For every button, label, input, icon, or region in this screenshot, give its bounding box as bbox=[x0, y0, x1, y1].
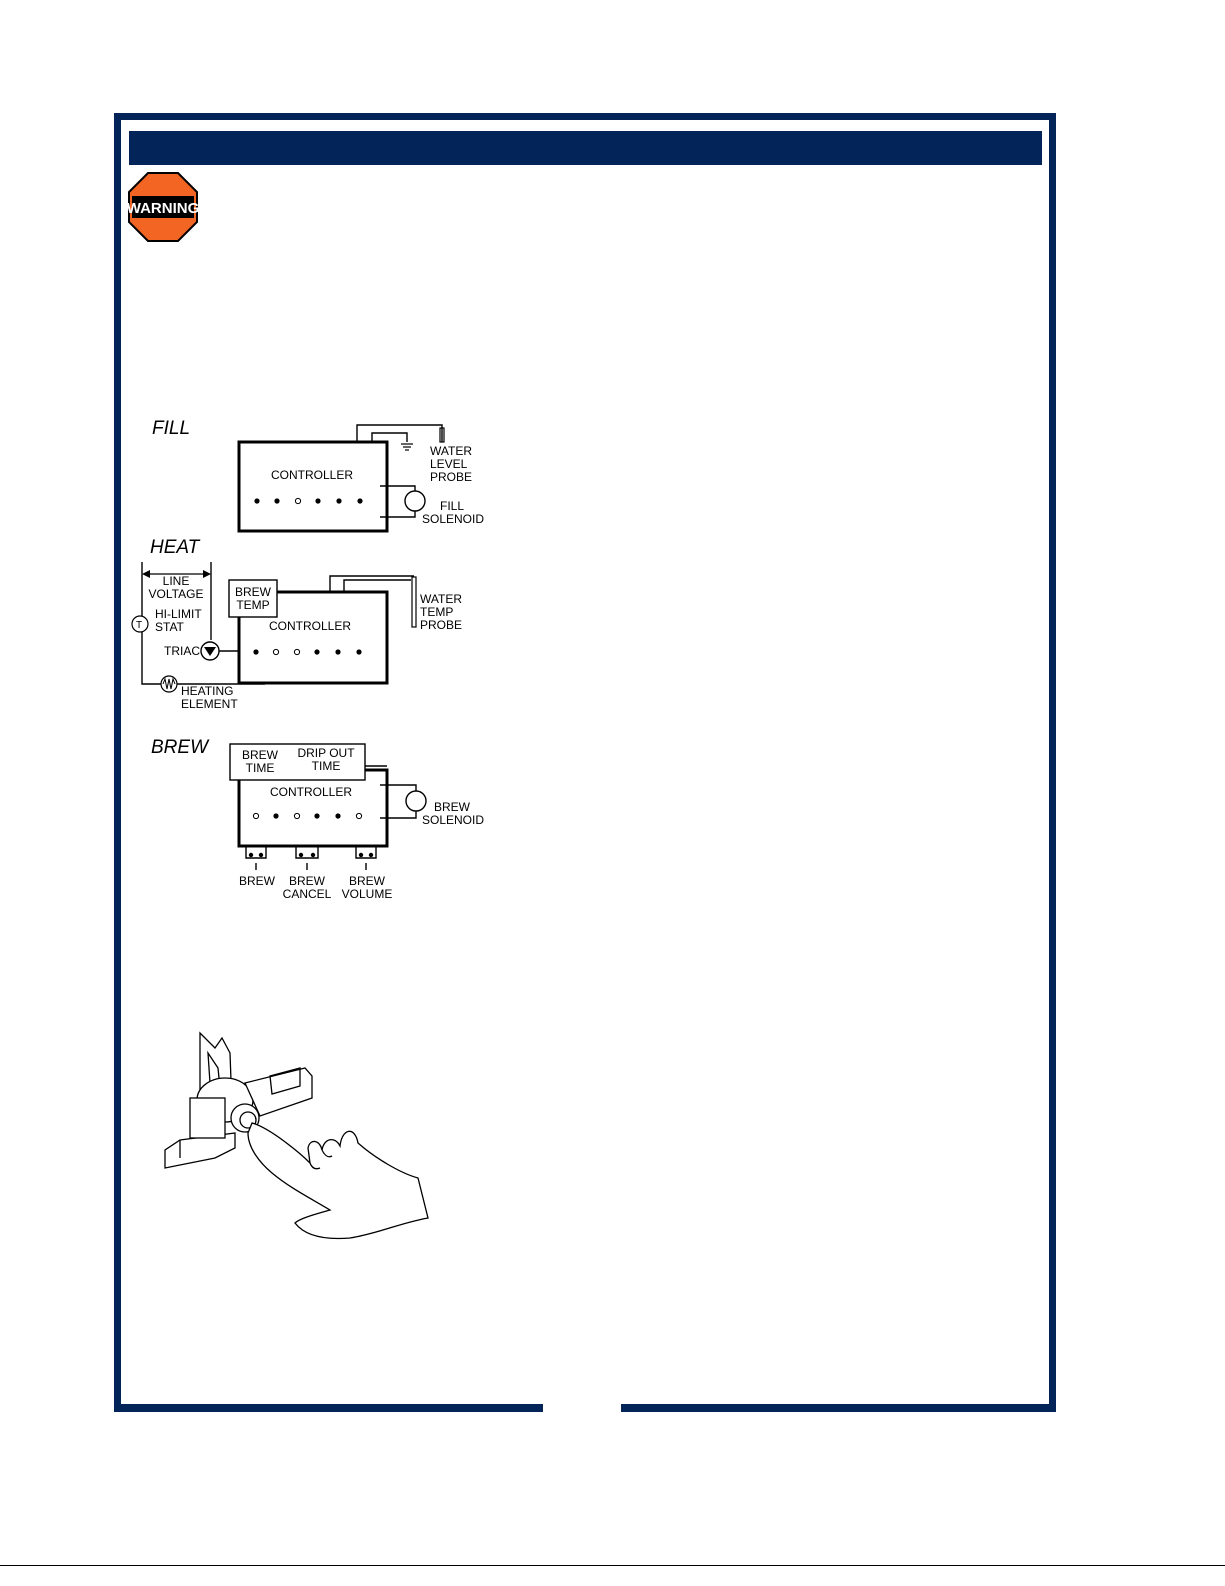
svg-text:BREW: BREW bbox=[349, 874, 385, 888]
brew-time-label bbox=[242, 748, 279, 775]
heat-controller-label: CONTROLLER bbox=[268, 619, 352, 633]
line-voltage-label bbox=[149, 574, 204, 601]
svg-text:PROBE: PROBE bbox=[430, 470, 473, 484]
heating-element-label bbox=[181, 684, 238, 711]
svg-text:DRIP OUT: DRIP OUT bbox=[297, 746, 355, 760]
svg-text:VOLUME: VOLUME bbox=[341, 887, 393, 901]
water-temp-probe-label bbox=[420, 592, 462, 632]
brew-temp-label bbox=[235, 585, 272, 612]
bottom-rule-right bbox=[621, 1404, 1056, 1410]
page-edge bbox=[0, 1565, 1225, 1586]
svg-text:VOLTAGE: VOLTAGE bbox=[148, 587, 204, 601]
brew-cancel-button-label bbox=[283, 874, 332, 901]
fill-solenoid-label bbox=[422, 499, 484, 526]
triac-label: TRIAC bbox=[164, 644, 200, 658]
svg-text:TEMP: TEMP bbox=[420, 605, 454, 619]
page-number-gap bbox=[543, 1400, 621, 1416]
svg-text:HEATING: HEATING bbox=[181, 684, 234, 698]
svg-text:WATER: WATER bbox=[430, 444, 472, 458]
svg-text:STAT: STAT bbox=[155, 620, 184, 634]
svg-text:LINE: LINE bbox=[162, 574, 190, 588]
brew-solenoid-label bbox=[422, 800, 484, 827]
brew-button-label: BREW bbox=[239, 874, 275, 888]
svg-text:BREW: BREW bbox=[289, 874, 325, 888]
brew-controller-label: CONTROLLER bbox=[269, 785, 353, 799]
fill-section-label: FILL bbox=[152, 418, 191, 439]
controller-wiring-diagram bbox=[120, 400, 520, 920]
svg-text:WATER: WATER bbox=[420, 592, 462, 606]
hi-limit-stat-label bbox=[155, 607, 202, 634]
brew-switches bbox=[246, 846, 376, 870]
fill-led-row bbox=[254, 498, 362, 503]
svg-text:LEVEL: LEVEL bbox=[430, 457, 468, 471]
svg-text:FILL: FILL bbox=[440, 499, 465, 513]
svg-text:CANCEL: CANCEL bbox=[282, 887, 332, 901]
svg-text:SOLENOID: SOLENOID bbox=[422, 813, 485, 827]
svg-text:T: T bbox=[136, 620, 143, 631]
warning-label: WARNING bbox=[128, 200, 198, 217]
hand-pressing-switch-illustration bbox=[160, 1028, 450, 1248]
bottom-rule-left bbox=[114, 1404, 543, 1410]
brew-led-row bbox=[253, 813, 361, 818]
warning-sign-icon bbox=[128, 172, 198, 242]
water-level-probe-label bbox=[430, 444, 472, 484]
svg-text:BREW: BREW bbox=[235, 585, 271, 599]
svg-text:TIME: TIME bbox=[311, 759, 341, 773]
heat-led-row bbox=[253, 649, 361, 654]
svg-text:TEMP: TEMP bbox=[236, 598, 270, 612]
fill-solenoid-icon bbox=[405, 491, 425, 511]
fill-controller-label: CONTROLLER bbox=[270, 468, 354, 482]
brew-solenoid-icon bbox=[406, 791, 426, 811]
section-header-bar bbox=[129, 131, 1042, 165]
svg-text:BREW: BREW bbox=[434, 800, 470, 814]
svg-text:BREW: BREW bbox=[242, 748, 278, 762]
brew-section-label: BREW bbox=[151, 737, 208, 758]
heat-section-label: HEAT bbox=[150, 537, 200, 558]
svg-text:PROBE: PROBE bbox=[420, 618, 463, 632]
brew-volume-button-label bbox=[342, 874, 393, 901]
svg-text:TIME: TIME bbox=[245, 761, 275, 775]
water-temp-probe-icon bbox=[412, 577, 416, 627]
svg-text:SOLENOID: SOLENOID bbox=[422, 512, 485, 526]
svg-text:ELEMENT: ELEMENT bbox=[181, 697, 238, 711]
svg-text:HI-LIMIT: HI-LIMIT bbox=[155, 607, 202, 621]
